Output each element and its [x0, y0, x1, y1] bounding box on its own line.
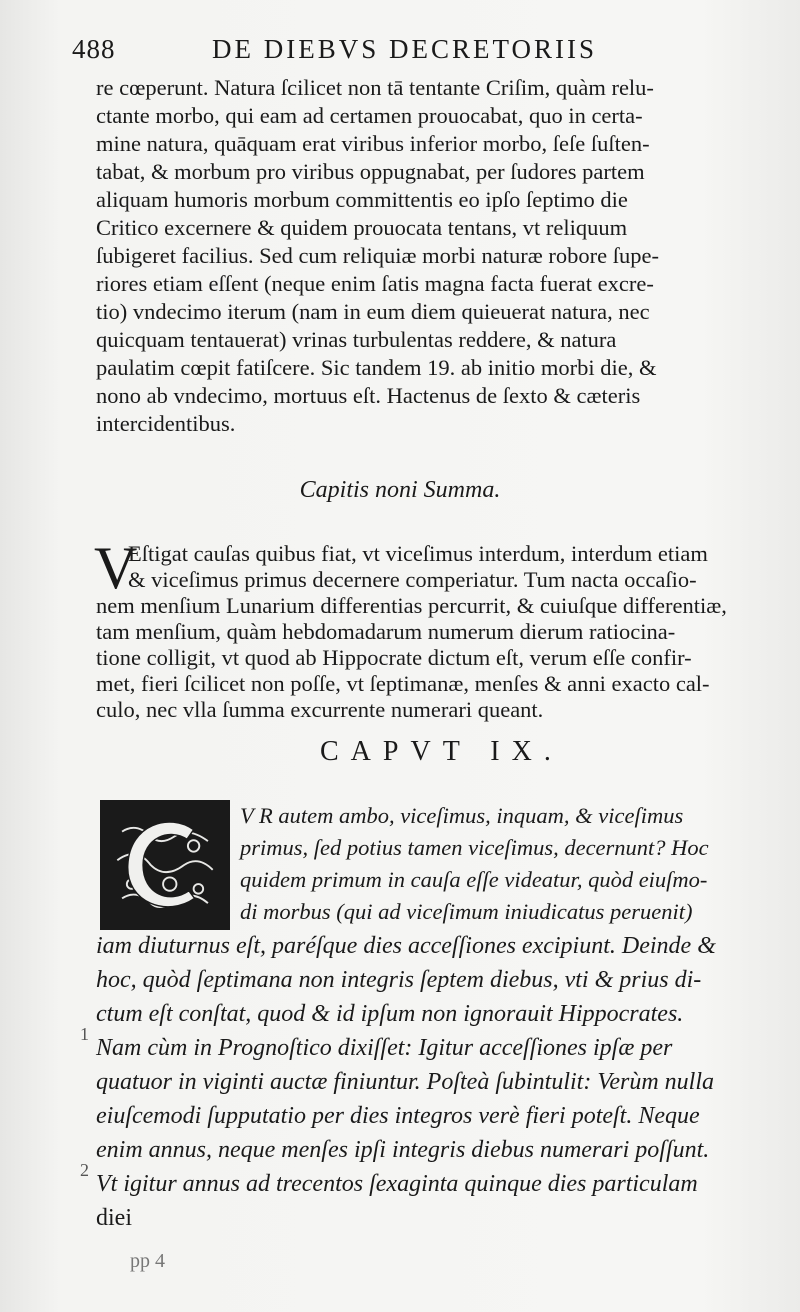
- footnote-mark: 1: [80, 1024, 89, 1044]
- page-header: [72, 34, 712, 74]
- running-head: DE DIEBVS DECRETORIIS: [212, 34, 598, 64]
- book-page: 488 DE DIEBVS DECRETORIIS re cœperunt. Natura ſcilicet non tā tentante Criſim, quàm relu- ctante morbo, qui eam ad certamen prouocabat, quo in certa- mine natura, quāquam erat viribus inferior morbo, ſeſe ſuſten- tabat, & morbum pro viribus oppugnabat, per ſudores partem aliquam humoris morbum committentis eo ipſo ſeptimo die Critico excernere & quidem prouocata tentans, vt reliquum ſubigeret facilius. Sed cum reliquiæ morbi naturæ robore ſupe- riores etiam eſſent (neque enim ſatis magna facta fuerat excre- tio) vndecimo iterum (nam in eum diem quieuerat natura, nec quicquam tentauerat) vrinas turbulentas reddere, & natura paulatim cœpit fatiſcere. Sic tandem 19. ab initio morbi die, & nono ab vndecimo, mortuus eſt. Hactenus de ſexto & cæteris intercidentibus. Capitis noni Summa. V Eſtigat cauſas quibus fiat, vt viceſimus interdum, interdum etiam & viceſimus primus decernere comperiatur. Tum nacta occaſio- nem menſium Lunarium differentias percurrit, & cuiuſque differentiæ, tam menſium, quàm hebdomadarum numerum dierum ratiocina- tione colligit, vt quod ab Hippocrate dictum eſt, verum eſſe confir- met, fieri ſcilicet non poſſe, vt ſeptimanæ, menſes & anni exacto cal- culo, nec vlla ſumma excurrente numerari queant. CAPVT IX. V R autem ambo, viceſimus, inquam, & viceſimus primus, ſed potius tamen viceſimus, decernunt? Hoc quidem primum in cauſa eſſe videatur, quòd eiuſmo- di morbus (qui ad viceſimum iniudicatus peruenit) iam diuturnus eſt, paréſque dies acceſſiones excipiunt. Deinde & hoc, quòd ſeptimana non integris ſeptem diebus, vti & prius di- ctum eſt conſtat, quod & id ipſum non ignorauit Hippocrates. Nam cùm in Prognoſtico dixiſſet: Igitur acceſſiones ipſæ per quatuor in viginti auctæ finiuntur. Poſteà ſubintulit: Verùm nulla eiuſcemodi ſupputatio per dies integros verè fieri poteſt. Neque enim annus, neque menſes ipſi integris diebus numerari poſſunt. Vt igitur annus ad trecentos ſexaginta quinque dies particulam diei 1 2 pp 4: [0, 0, 800, 1312]
- footnote-mark: 2: [80, 1160, 89, 1180]
- chapter-title: CAPVT IX.: [320, 736, 563, 767]
- page-number: 488: [72, 34, 116, 64]
- decorative-initial-c: [100, 800, 230, 930]
- summa-title: Capitis noni Summa.: [299, 477, 501, 503]
- summa-initial-letter: V: [94, 535, 138, 601]
- floral-initial-c-icon: [103, 803, 227, 927]
- printer-signature: pp 4: [130, 1250, 165, 1272]
